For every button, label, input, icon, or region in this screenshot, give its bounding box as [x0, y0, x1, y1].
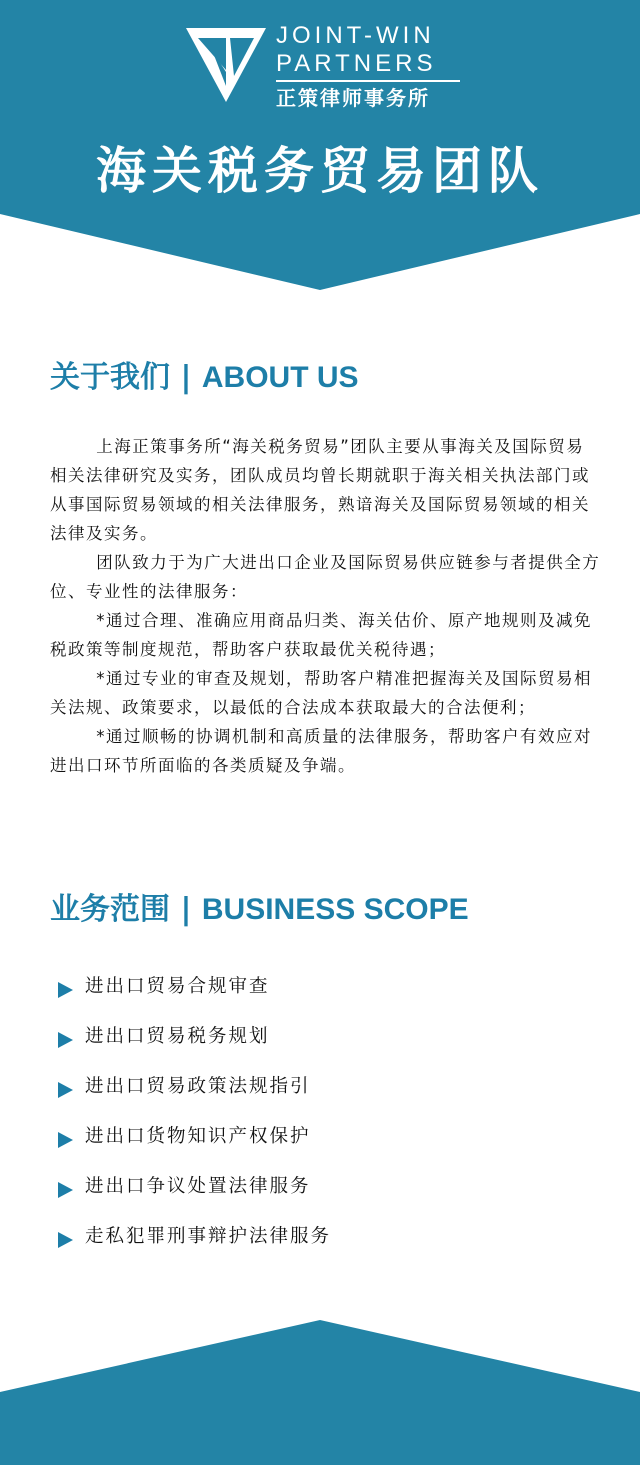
firm-brand — [276, 22, 460, 111]
about-paragraph: *通过专业的审查及规划，帮助客户精准把握海关及国际贸易相关法规、政策要求，以最低的合法成本获取最大的合法便利； — [50, 669, 592, 717]
scope-item-label: 进出口争议处置法律服务 — [85, 1176, 311, 1197]
scope-item-label: 进出口货物知识产权保护 — [85, 1126, 311, 1147]
about-heading-cn: 关于我们 — [50, 360, 170, 395]
scope-item-label: 进出口贸易合规审查 — [85, 976, 270, 997]
scope-item — [58, 1212, 331, 1262]
scope-item — [58, 1012, 331, 1062]
scope-item — [58, 1062, 331, 1112]
scope-item-label: 进出口贸易政策法规指引 — [85, 1076, 311, 1097]
page-title: 海关税务贸易团队 — [96, 142, 544, 200]
firm-logo-icon — [186, 26, 266, 104]
about-paragraph: 上海正策事务所“海关税务贸易”团队主要从事海关及国际贸易相关法律研究及实务，团队成员均曾长期就职于海关相关执法部门或从事国际贸易领域的相关法律服务，熟谙海关及国际贸易领域的相关法律及实务。 — [50, 437, 590, 543]
brand-name-en-line1: JOINT-WIN — [276, 22, 435, 49]
about-heading — [50, 358, 359, 398]
about-body — [50, 432, 602, 780]
scope-item — [58, 1162, 331, 1212]
triangle-right-icon — [58, 1182, 73, 1198]
scope-item — [58, 1112, 331, 1162]
scope-item-label: 走私犯罪刑事辩护法律服务 — [85, 1226, 332, 1247]
brand-divider — [276, 80, 460, 82]
scope-list — [58, 962, 331, 1262]
scope-item-label: 进出口贸易税务规划 — [85, 1026, 270, 1047]
about-paragraph: *通过顺畅的协调机制和高质量的法律服务，帮助客户有效应对进出口环节所面临的各类质疑及争端。 — [50, 727, 592, 775]
scope-heading — [50, 890, 469, 930]
triangle-right-icon — [58, 1232, 73, 1248]
brand-name-cn: 正策律师事务所 — [276, 86, 430, 110]
about-paragraph: *通过合理、准确应用商品归类、海关估价、原产地规则及减免税政策等制度规范，帮助客户获取最优关税待遇； — [50, 611, 592, 659]
scope-heading-en: BUSINESS SCOPE — [201, 893, 469, 926]
scope-heading-cn: 业务范围 — [50, 892, 170, 927]
scope-heading-separator: | — [170, 892, 202, 927]
triangle-right-icon — [58, 1132, 73, 1148]
triangle-right-icon — [58, 1032, 73, 1048]
brand-name-en-line2: PARTNERS — [276, 50, 437, 77]
about-heading-en: ABOUT US — [201, 361, 359, 394]
footer-banner — [0, 1310, 640, 1465]
about-heading-separator: | — [170, 360, 202, 395]
triangle-right-icon — [58, 982, 73, 998]
triangle-right-icon — [58, 1082, 73, 1098]
scope-item — [58, 962, 331, 1012]
about-paragraph: 团队致力于为广大进出口企业及国际贸易供应链参与者提供全方位、专业性的法律服务： — [50, 553, 601, 601]
